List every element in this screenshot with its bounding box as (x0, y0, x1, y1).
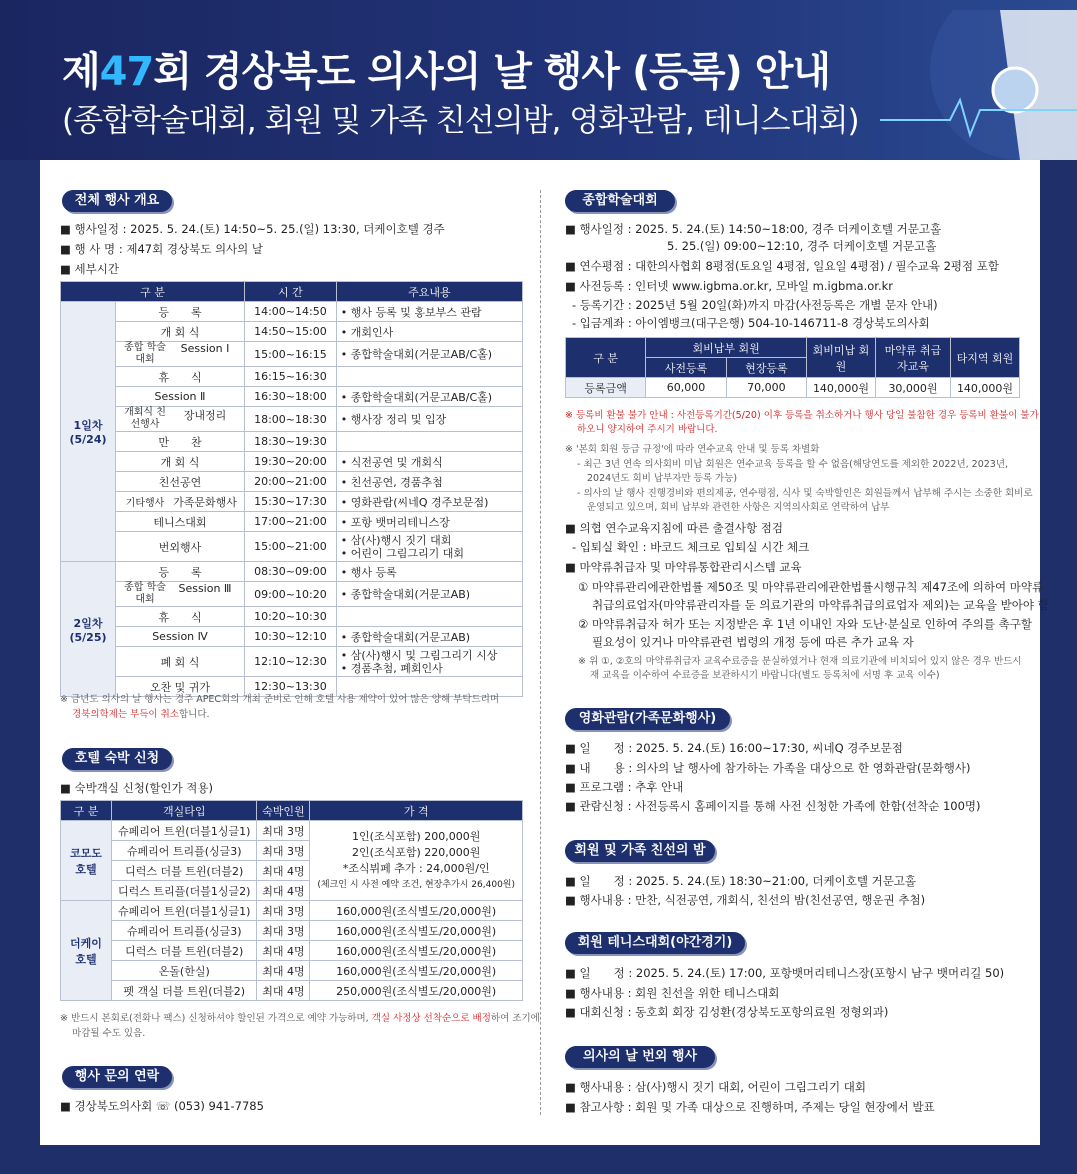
table-cell: 슈페리어 트리플(싱글3) (112, 841, 257, 861)
schedule-header-category: 구 분 (61, 282, 245, 302)
price-line: (체크인 시 사전 예약 조건, 현장추가시 26,400원) (317, 879, 516, 890)
table-cell-text: • 삼(사)행시 짓기 대회 (340, 533, 452, 547)
table-cell: 14:00~14:50 (245, 302, 337, 322)
table-cell: • 행사 등록 (336, 562, 522, 582)
extra-note: ■ 참고사항 : 회원 및 가족 대상으로 진행하며, 주제는 당일 현장에서 발표 (565, 1100, 935, 1114)
table-cell: 만 찬 (116, 432, 245, 452)
table-cell-text: 장내정리 (183, 409, 227, 422)
table-cell: • 종합학술대회(거문고AB) (336, 582, 522, 607)
extra-heading: 의사의 날 번외 행사 (565, 1046, 715, 1068)
note-text: 하여 조기에 (490, 1013, 540, 1024)
table-cell (116, 582, 245, 607)
movie-apply: ■ 관람신청 : 사전등록시 홈페이지를 통해 사전 신청한 가족에 한함(선착순 100명) (565, 799, 981, 813)
page-title: 제47회 경상북도 의사의 날 행사 (등록) 안내 (62, 49, 831, 95)
table-cell: 최대 4명 (257, 961, 310, 981)
table-cell: 디럭스 더블 트윈(더블2) (112, 861, 257, 881)
drug-education-1: ① 마약류관리에관한법률 제50조 및 마약류관리에관한법률시행규칙 제47조에 의하여 마약류 (578, 580, 1044, 594)
day1-label: 1일차 (5/24) (61, 302, 116, 562)
table-cell: 16:30~18:00 (245, 387, 337, 407)
drug-education-heading: ■ 마약류취급자 및 마약류통합관리시스템 교육 (565, 560, 802, 574)
hotel-table (60, 800, 523, 1001)
drug-note-2: 재 교육을 이수하여 수료증을 보관하시기 바랍니다(별도 등록처에 서명 후 교육 이수) (590, 670, 940, 681)
table-cell: • 종합학술대회(거문고AB) (336, 627, 522, 647)
attendance-heading: ■ 의협 연수교육지침에 따른 출결사항 점검 (565, 521, 783, 535)
table-cell: 160,000원(조식별도/20,000원) (310, 961, 523, 981)
night-schedule: ■ 일 정 : 2025. 5. 24.(토) 18:30~21:00, 더케이호텔 거문고홀 (565, 874, 917, 888)
table-cell (116, 492, 245, 512)
commodore-label: 코모도 호텔 (61, 821, 112, 901)
fee-header-pre: 사전등록 (646, 358, 726, 378)
overview-name: ■ 행 사 명 : 제47회 경상북도 의사의 날 (60, 242, 264, 256)
header-banner (0, 0, 1077, 160)
table-cell-text: Session Ⅰ (180, 342, 230, 355)
night-heading: 회원 및 가족 친선의 밤 (565, 840, 715, 862)
table-cell-text: • 삼(사)행시 및 그림그리기 시상 (340, 648, 498, 662)
academic-schedule-2: 5. 25.(일) 09:00~12:10, 경주 더케이호텔 거문고홀 (667, 239, 937, 253)
table-cell: 최대 4명 (257, 941, 310, 961)
table-cell: 14:50~15:00 (245, 322, 337, 342)
table-cell: 휴 식 (116, 607, 245, 627)
table-cell: 16:15~16:30 (245, 367, 337, 387)
price-line: 1인(조식포함) 200,000원 (352, 829, 481, 843)
table-cell: 160,000원(조식별도/20,000원) (310, 921, 523, 941)
fee-header-other-region: 타지역 회원 (951, 338, 1020, 378)
fee-header-paid: 회비납부 회원 (646, 338, 807, 358)
table-cell: 폐 회 식 (116, 647, 245, 677)
table-cell: 09:00~10:20 (245, 582, 337, 607)
contact-heading: 행사 문의 연락 (62, 1066, 172, 1088)
table-cell: • 영화관람(씨네Q 경주보문점) (336, 492, 522, 512)
table-cell: 최대 3명 (257, 921, 310, 941)
hotel-note (60, 1012, 540, 1025)
tennis-content: ■ 행사내용 : 회원 친선을 위한 테니스대회 (565, 986, 780, 1000)
table-cell: 18:00~18:30 (245, 407, 337, 432)
drug-education-2: ② 마약류취급자 허가 또는 지정받은 후 1년 이내인 자와 도난·분실로 인하여 주의를 촉구할 (578, 617, 1032, 631)
table-cell: • 친선공연, 경품추첨 (336, 472, 522, 492)
table-cell: 160,000원(조식별도/20,000원) (310, 901, 523, 921)
academic-heading: 종합학술대회 (565, 190, 675, 212)
table-cell: 12:30~13:30 (245, 677, 337, 697)
table-cell (336, 647, 522, 677)
table-cell: 최대 3명 (257, 821, 310, 841)
table-cell: 등 록 (116, 302, 245, 322)
table-cell: 온돌(한실) (112, 961, 257, 981)
note-text: 합니다. (179, 709, 210, 720)
table-cell: 슈페리어 트윈(더블1싱글1) (112, 821, 257, 841)
fee-table (565, 337, 1020, 398)
note-text: ※ 반드시 본회로(전화나 팩스) 신청하셔야 할인된 가격으로 예약 가능하며, (60, 1013, 372, 1024)
table-cell: 최대 3명 (257, 841, 310, 861)
tennis-heading: 회원 테니스대회(야간경기) (565, 932, 745, 954)
group-label: 개회식 친선행사 (124, 407, 166, 430)
hotel-subtitle: ■ 숙박객실 신청(할인가 적용) (60, 781, 214, 795)
tennis-schedule: ■ 일 정 : 2025. 5. 24.(토) 17:00, 포항뱃머리테니스장(포항시 남구 뱃머리길 50) (565, 966, 1005, 980)
table-cell: • 종합학술대회(거문고AB/C홀) (336, 342, 522, 367)
overview-detail-label: ■ 세부시간 (60, 262, 119, 276)
refund-note-2: 하오니 양지하여 주시기 바랍니다. (577, 424, 718, 435)
fee-header-onsite: 현장등록 (726, 358, 806, 378)
fee-header-category: 구 분 (566, 338, 646, 378)
table-cell: 슈페리어 트윈(더블1싱글1) (112, 901, 257, 921)
overview-schedule: ■ 행사일정 : 2025. 5. 24.(토) 14:50~5. 25.(일) 13:30, 더케이호텔 경주 (60, 222, 445, 236)
movie-content: ■ 내 용 : 의사의 날 행사에 참가하는 가족을 대상으로 한 영화관람(문화행사) (565, 761, 971, 775)
table-cell: 등 록 (116, 562, 245, 582)
table-cell: 17:00~21:00 (245, 512, 337, 532)
table-cell: • 행사 등록 및 홍보부스 관람 (336, 302, 522, 322)
table-cell: 30,000원 (876, 378, 951, 398)
academic-period: - 등록기간 : 2025년 5월 20일(화)까지 마감(사전등록은 개별 문자 안내) (572, 298, 938, 312)
table-cell: 등록금액 (566, 378, 646, 398)
attendance-check: - 입퇴실 확인 : 바코드 체크로 입퇴실 시간 체크 (572, 540, 810, 554)
drug-education-2b: 필요성이 있거나 마약류관련 법령의 개정 등에 따른 추가 교육 자 (592, 635, 914, 649)
table-cell (336, 432, 522, 452)
academic-account: - 입금계좌 : 아이엠뱅크(대구은행) 504-10-146711-8 경상북도의사회 (572, 316, 930, 330)
first-come-notice: 객실 사정상 선착순으로 배정 (371, 1013, 491, 1024)
table-cell: 250,000원(조식별도/20,000원) (310, 981, 523, 1001)
page-subtitle: (종합학술대회, 회원 및 가족 친선의밤, 영화관람, 테니스대회) (62, 103, 859, 139)
extra-content: ■ 행사내용 : 삼(사)행시 짓기 대회, 어린이 그림그리기 대회 (565, 1080, 867, 1094)
hotel-header-price: 가 격 (310, 801, 523, 821)
table-cell: 70,000 (726, 378, 806, 398)
hotel-note-2: 마감될 수도 있음. (72, 1028, 146, 1039)
table-cell: • 식전공연 및 개회식 (336, 452, 522, 472)
table-cell: 친선공연 (116, 472, 245, 492)
movie-program: ■ 프로그램 : 추후 안내 (565, 780, 684, 794)
table-cell-text: 가족문화행사 (173, 495, 237, 509)
table-cell: 60,000 (646, 378, 726, 398)
table-cell: 08:30~09:00 (245, 562, 337, 582)
group-label: 기타행사 (125, 497, 165, 509)
table-cell: 140,000원 (807, 378, 876, 398)
table-cell: 테니스대회 (116, 512, 245, 532)
table-cell: 10:30~12:10 (245, 627, 337, 647)
table-cell (116, 407, 245, 432)
table-cell-text: • 경품추첨, 폐회인사 (340, 661, 443, 675)
table-cell: 160,000원(조식별도/20,000원) (310, 941, 523, 961)
overview-note: ※ 금년도 의사의 날 행사는 경주 APEC회의 개최 준비로 인해 호텔 사용 제약이 있어 많은 양해 부탁드리며 (60, 694, 500, 705)
table-cell: 19:30~20:00 (245, 452, 337, 472)
table-cell (336, 367, 522, 387)
table-cell: • 행사장 정리 및 입장 (336, 407, 522, 432)
table-cell (336, 532, 522, 562)
table-cell: 최대 3명 (257, 901, 310, 921)
hotel-header-category: 구 분 (61, 801, 112, 821)
table-cell: 12:10~12:30 (245, 647, 337, 677)
table-cell: • 종합학술대회(거문고AB/C홀) (336, 387, 522, 407)
schedule-header-time: 시 간 (245, 282, 337, 302)
movie-heading: 영화관람(가족문화행사) (565, 708, 730, 730)
table-cell: 15:00~16:15 (245, 342, 337, 367)
commodore-price (310, 821, 523, 901)
table-cell: Session Ⅳ (116, 627, 245, 647)
table-cell: 개 회 식 (116, 452, 245, 472)
doctor-stethoscope-icon (880, 10, 1077, 160)
overview-note-2 (72, 708, 210, 721)
grade-note-5: 운영되고 있으며, 회비 납부와 관련한 사항은 지역의사회로 연락하여 납부 (587, 502, 890, 513)
price-line: 2인(조식포함) 220,000원 (352, 845, 481, 859)
table-cell: 오찬 및 귀가 (116, 677, 245, 697)
table-cell: 휴 식 (116, 367, 245, 387)
academic-schedule: ■ 행사일정 : 2025. 5. 24.(토) 14:50~18:00, 경주 더케이호텔 거문고홀 (565, 222, 942, 236)
table-cell: 20:00~21:00 (245, 472, 337, 492)
hotel-header-capacity: 숙박인원 (257, 801, 310, 821)
table-cell: • 포항 뱃머리테니스장 (336, 512, 522, 532)
tennis-apply: ■ 대회신청 : 동호회 회장 김성환(경상북도포항의료원 정형외과) (565, 1005, 889, 1019)
academic-credits: ■ 연수평점 : 대한의사협회 8평점(토요일 4평점, 일요일 4평점) / 필수교육 2평점 포함 (565, 259, 999, 273)
table-cell: 디럭스 트리플(더블1싱글2) (112, 881, 257, 901)
table-cell-text: Session Ⅲ (178, 582, 232, 595)
table-cell: 디럭스 더블 트윈(더블2) (112, 941, 257, 961)
column-divider (540, 190, 541, 1115)
day2-label: 2일차 (5/25) (61, 562, 116, 697)
table-cell: 18:30~19:30 (245, 432, 337, 452)
table-cell: 최대 4명 (257, 861, 310, 881)
cancel-notice: 경북의학제는 부득이 취소 (72, 709, 179, 720)
academic-preregister: ■ 사전등록 : 인터넷 www.igbma.or.kr, 모바일 m.igbma.or.kr (565, 279, 893, 293)
thek-label: 더케이 호텔 (61, 901, 112, 1001)
drug-note: ※ 위 ①, ②호의 마약류취급자 교육수료증을 분실하였거나 현재 의료기관에 비치되어 있지 않은 경우 반드시 (578, 656, 1022, 667)
hotel-heading: 호텔 숙박 신청 (62, 748, 172, 770)
table-cell: 번외행사 (116, 532, 245, 562)
hotel-header-room: 객실타입 (112, 801, 257, 821)
fee-header-unpaid: 회비미납 회원 (807, 338, 876, 378)
night-content: ■ 행사내용 : 만찬, 식전공연, 개회식, 친선의 밤(친선공연, 행운권 추첨) (565, 893, 926, 907)
table-cell: 펫 객실 더블 트윈(더블2) (112, 981, 257, 1001)
refund-note: ※ 등록비 환불 불가 안내 : 사전등록기간(5/20) 이후 등록을 취소하거나 행사 당일 불참한 경우 등록비 환불이 불가 (565, 410, 1039, 421)
grade-note-3: 2024년도 회비 납부자만 등록 가능) (587, 473, 738, 484)
contact-phone: ■ 경상북도의사회 ☏ (053) 941-7785 (60, 1099, 264, 1113)
table-cell: 10:20~10:30 (245, 607, 337, 627)
table-cell: 15:30~17:30 (245, 492, 337, 512)
grade-note: ※ '본회 회원 등급 규정'에 따라 연수교육 안내 및 등록 차별화 (565, 444, 820, 455)
fee-header-drug: 마약류 취급자교육 (876, 338, 951, 378)
table-cell-text: • 어린이 그림그리기 대회 (340, 546, 465, 560)
price-line: *조식뷔페 추가 : 24,000원/인 (342, 861, 490, 875)
movie-schedule: ■ 일 정 : 2025. 5. 24.(토) 16:00~17:30, 씨네Q 경주보문점 (565, 741, 903, 755)
table-cell: 개 회 식 (116, 322, 245, 342)
schedule-table (60, 281, 523, 697)
table-cell (116, 342, 245, 367)
table-cell: 140,000원 (951, 378, 1020, 398)
table-cell (336, 607, 522, 627)
schedule-header-content: 주요내용 (336, 282, 522, 302)
grade-note-2: - 최근 3년 연속 의사회비 미납 회원은 연수교육 등록을 할 수 없음(해당연도를 제외한 2022년, 2023년, (577, 459, 1009, 470)
table-cell: 최대 4명 (257, 881, 310, 901)
table-cell: • 개회인사 (336, 322, 522, 342)
group-label: 종합 학술대회 (124, 342, 166, 365)
group-label: 종합 학술대회 (124, 582, 166, 605)
grade-note-4: - 의사의 날 행사 진행경비와 편의제공, 연수평점, 식사 및 숙박할인은 회원들께서 납부해 주시는 소중한 회비로 (577, 488, 1033, 499)
table-cell: 최대 4명 (257, 981, 310, 1001)
table-cell: Session Ⅱ (116, 387, 245, 407)
table-cell: 슈페리어 트리플(싱글3) (112, 921, 257, 941)
overview-heading: 전체 행사 개요 (62, 190, 172, 212)
drug-education-1b: 취급의료업자(마약류관리자를 둔 의료기관의 마약류취급의료업자 제외)는 교육을 받아야 함 (592, 598, 1049, 612)
table-cell: 15:00~21:00 (245, 532, 337, 562)
